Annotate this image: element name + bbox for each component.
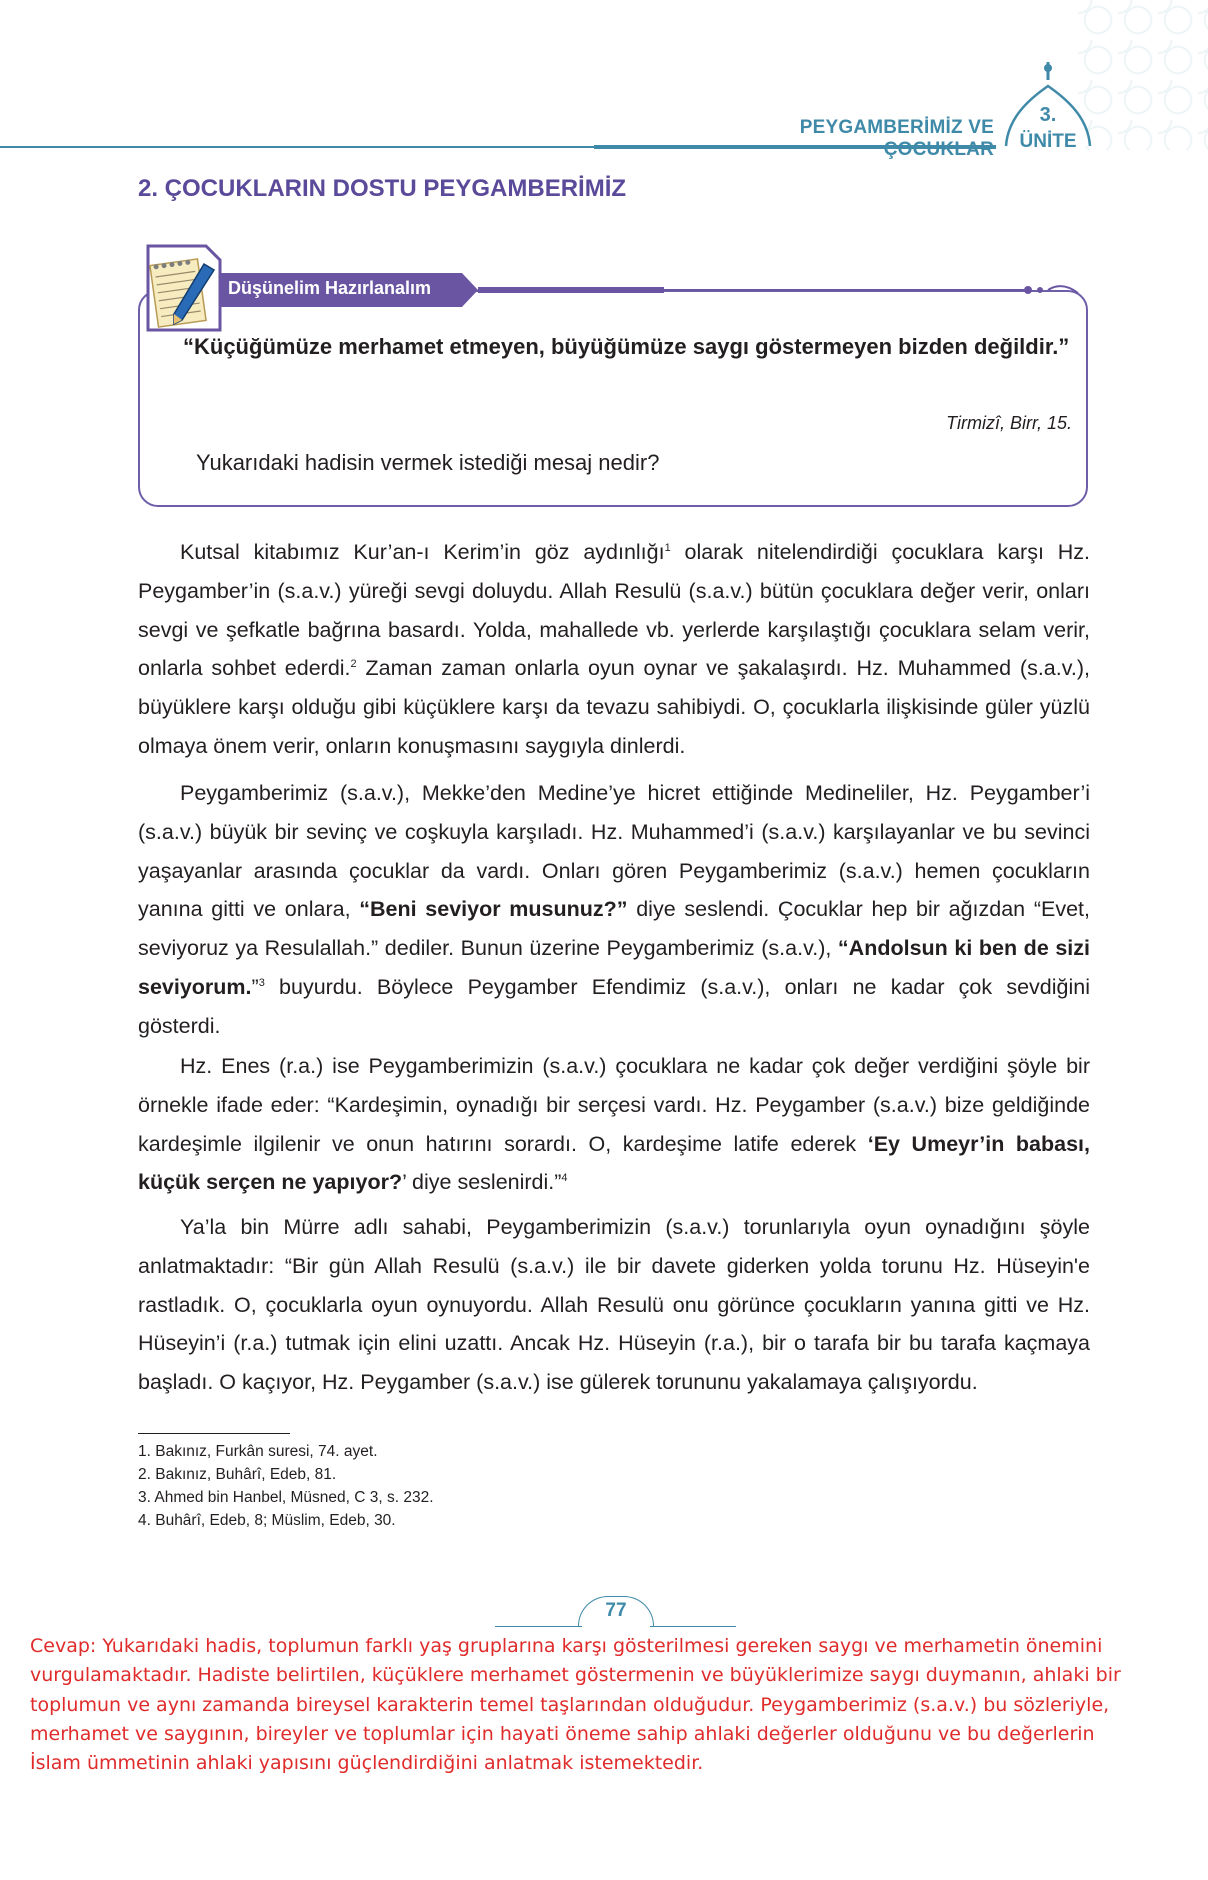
hadith-quote: “Küçüğümüze merhamet etmeyen, büyüğümüze saygı göstermeyen bizden değildir.” xyxy=(183,334,1070,359)
footnote-3: 3. Ahmed bin Hanbel, Müsned, C 3, s. 232. xyxy=(138,1489,434,1506)
section-title: 2. ÇOCUKLARIN DOSTU PEYGAMBERİMİZ xyxy=(138,175,627,202)
activity-question: Yukarıdaki hadisin vermek istediği mesaj nedir? xyxy=(196,450,660,475)
page-rule-left xyxy=(495,1626,582,1627)
footnote-ref-1: 1 xyxy=(664,542,671,554)
ribbon-line-thin xyxy=(664,289,1024,291)
page-rule-right xyxy=(650,1626,736,1627)
paragraph-1: Kutsal kitabımız Kur’an-ı Kerim’in göz aydınlığı$^1$ olarak nitelendirdiği çocuklara karşı Hz. Peygamber’in (s.a.v.) yüreği sevgi doluydu. Allah Resulü (s.a.v.) bütün çocuklara değer verir, onları sevgi ve şefkatle bağrına basardı. Yolda, mahallede vb. yerlerde karşılaştığı çocuklara selam verir, onlarla sohbet ederdi.$^2$ Zaman zaman onlarla oyun oynar ve şakalaşırdı. Hz. Muhammed (s.a.v.), büyüklere karşı olduğu gibi küçüklere karşı da tevazu sahibiydi. O, çocuklarla ilişkisinde güler yüzlü olmaya önem verir, onların konuşmasını saygıyla dinlerdi. xyxy=(138,540,1091,758)
footnote-ref-3: 3 xyxy=(258,976,265,989)
header-rule xyxy=(0,146,594,148)
page-number: 77 xyxy=(605,1600,627,1621)
ribbon-dots-icon xyxy=(1022,283,1082,297)
notebook-pen-icon xyxy=(130,240,226,336)
footnotes xyxy=(138,1440,434,1532)
hadith-source: Tirmizî, Birr, 15. xyxy=(946,413,1072,433)
paragraph-2: Peygamberimiz (s.a.v.), Mekke’den Medine’ye hicret ettiğinde Medineliler, Hz. Peygamber’i (s.a.v.) büyük bir sevinç ve coşkuyla karşıladı. Hz. Muhammed’i (s.a.v.) karşılayanlar ve bu sevinci yaşayanlar arasında çocuklar da vardı. Onları gören Peygamberimiz (s.a.v.) hemen çocukların yanına gitti ve onlara, “Beni seviyor musunuz?” diye seslendi. Çocuklar hep bir ağızdan “Evet, seviyoruz ya Resulallah.” dediler. Bunun üzerine Peygamberimiz (s.a.v.), “Andolsun ki ben de sizi seviyorum.”$^3$ buyurdu. Böylece Peygamber Efendimiz (s.a.v.), onları ne kadar çok sevdiğini gösterdi. xyxy=(138,781,1091,1038)
ribbon-line xyxy=(478,287,664,293)
footnote-2: 2. Bakınız, Buhârî, Edeb, 81. xyxy=(138,1466,337,1483)
footnote-ref-4: 4 xyxy=(561,1172,568,1185)
footnote-rule xyxy=(138,1433,290,1434)
unit-title: PEYGAMBERİMİZ VE ÇOCUKLAR xyxy=(799,117,994,160)
paragraph-4: Ya’la bin Mürre adlı sahabi, Peygamberimizin (s.a.v.) torunlarıyla oyun oynadığını şöyle anlatmaktadır: “Bir gün Allah Resulü (s.a.v.) ile bir davete giderken yolda torunu Hz. Hüseyin'e rastladık. O, çocuklarla oyun oynuyordu. Allah Resulü onu görünce çocukların yanına gitti ve Hz. Hüseyin’i (r.a.) tutmak için elini uzattı. Ancak Hz. Hüseyin (r.a.), bir o tarafa bir bu tarafa kaçmaya başladı. O kaçıyor, Hz. Peygamber (s.a.v.) ise gülerek torununu yakalamaya çalışıyordu. xyxy=(138,1215,1090,1395)
paragraph-3: Hz. Enes (r.a.) ise Peygamberimizin (s.a.v.) çocuklara ne kadar çok değer verdiğini şöyle bir örnekle ifade eder: “Kardeşimin, oynadığı bir serçesi vardı. Hz. Peygamber (s.a.v.) bize geldiğinde kardeşimle ilgilenir ve onun hatırını sorardı. O, kardeşime latife ederek ‘Ey Umeyr’in babası, küçük serçen ne yapıyor?’ diye seslenirdi.”$^4$ xyxy=(138,1054,1090,1195)
answer-text: Cevap: Yukarıdaki hadis, toplumun farklı yaş gruplarına karşı gösterilmesi gereken saygı ve merhametin önemini vurgulamaktadır. Hadiste belirtilen, küçüklere merhamet göstermenin ve büyüklerimize saygı duymanın, ahlaki bir toplumun ve aynı zamanda bireysel karakterin temel taşlarından olduğudur. Peygamberimiz (s.a.v.) bu sözleriyle, merhamet ve saygının, bireyler ve toplumlar için hayati öneme sahip ahlaki değerler olduğunu ve bu değerlerin İslam ümmetinin ahlaki yapısını güçlendirdiğini anlatmak istemektedir. xyxy=(30,1635,1121,1775)
footnote-1: 1. Bakınız, Furkân suresi, 74. ayet. xyxy=(138,1443,378,1460)
activity-label: Düşünelim Hazırlanalım xyxy=(228,278,432,298)
unit-label: ÜNİTE xyxy=(1019,131,1077,152)
unit-number: 3. xyxy=(1039,104,1057,126)
footnote-4: 4. Buhârî, Edeb, 8; Müslim, Edeb, 30. xyxy=(138,1512,396,1529)
footnote-ref-2: 2 xyxy=(350,658,357,671)
